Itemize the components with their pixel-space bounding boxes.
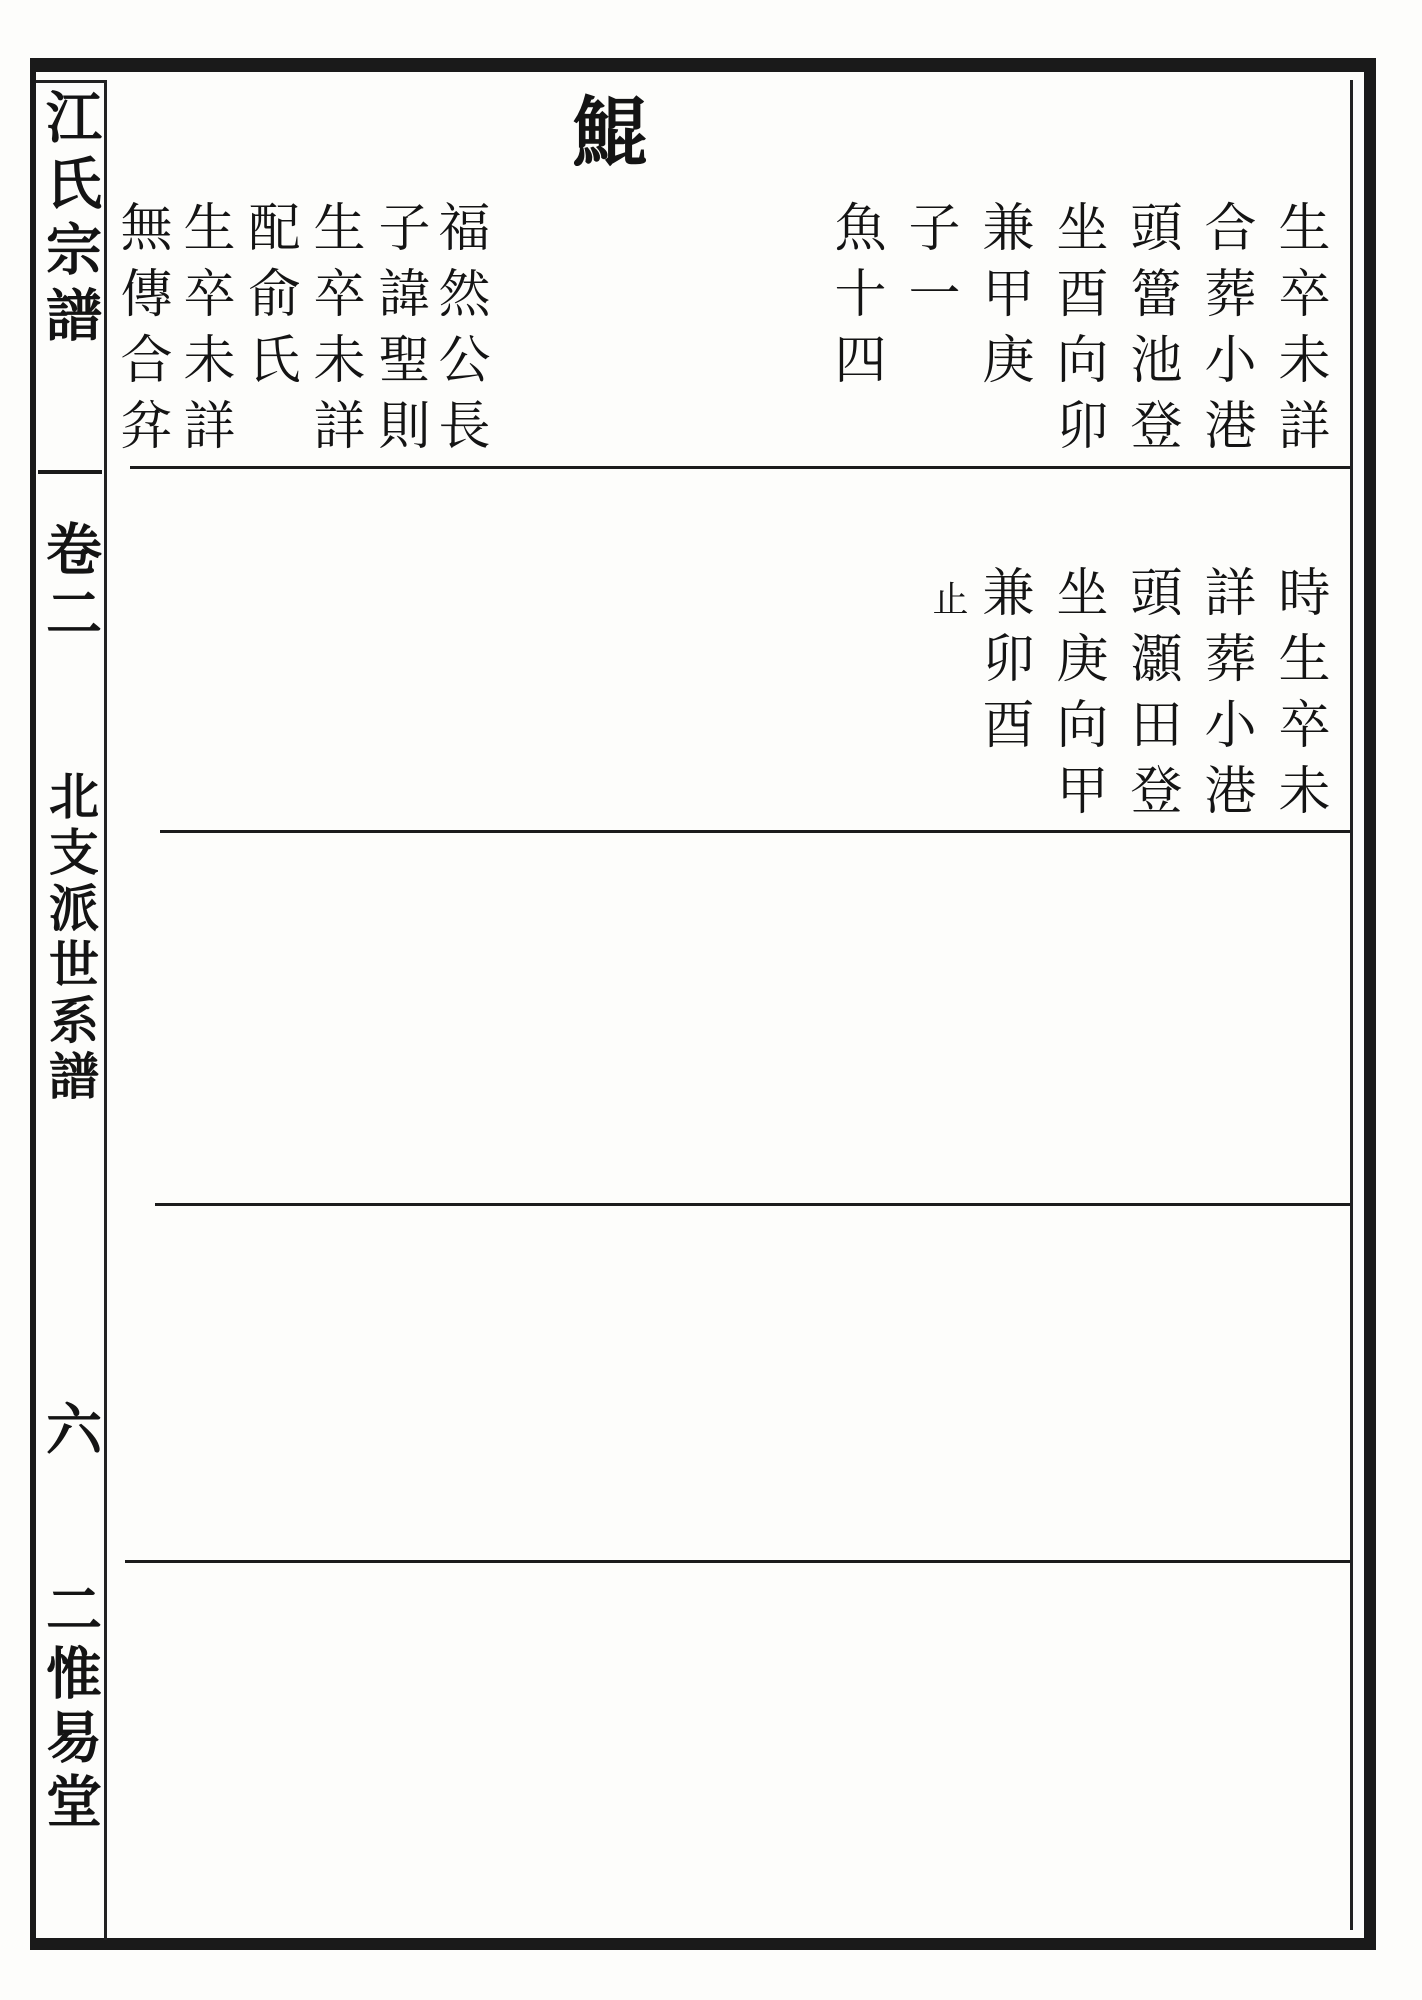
row1-column: 配俞氏 <box>239 200 299 398</box>
row-divider-3 <box>155 1203 1350 1206</box>
frame-bottom-border <box>34 1938 1376 1950</box>
gutter-hall-name: 二惟易堂 <box>37 1580 103 1836</box>
row2-column: 時生卒未 <box>1269 565 1329 829</box>
row-divider-1 <box>130 466 1350 469</box>
row1-column: 兼甲庚 <box>973 200 1033 398</box>
row2-column: 兼卯酉 <box>973 565 1033 763</box>
frame-left-border <box>30 58 36 1950</box>
gutter-fishtail-mark <box>38 470 102 474</box>
row1-column: 子諱聖則 <box>369 200 429 464</box>
gutter-page-number: 六 <box>37 1400 103 1456</box>
gutter-branch-title: 北支派世系譜 <box>41 770 100 1106</box>
row2-end-mark: 止 <box>927 580 968 630</box>
frame-right-border <box>1364 70 1376 1950</box>
frame-top-border <box>34 58 1376 72</box>
row1-column: 子一 <box>899 200 959 332</box>
row2-column: 詳葬小港 <box>1195 565 1255 829</box>
row1-column: 生卒未詳 <box>1269 200 1329 464</box>
inner-right-border <box>1350 80 1353 1930</box>
row1-column: 福然公長 <box>429 200 489 464</box>
gutter-book-title: 江氏宗譜 <box>37 88 103 352</box>
row1-column: 無傳合弅 <box>111 200 171 464</box>
row-divider-4 <box>125 1560 1350 1563</box>
row1-column: 坐酉向卯 <box>1047 200 1107 464</box>
row2-column: 坐庚向甲 <box>1047 565 1107 829</box>
row2-column: 頭灝田登 <box>1121 565 1181 829</box>
row1-column: 合葬小港 <box>1195 200 1255 464</box>
row1-column: 生卒未詳 <box>304 200 364 464</box>
row1-column: 生卒未詳 <box>174 200 234 464</box>
row1-column: 魚十四 <box>825 200 885 398</box>
gutter-volume: 卷二 <box>37 520 103 648</box>
gutter-divider <box>104 80 107 1940</box>
page-title: 鯤 <box>572 88 648 177</box>
row1-column: 頭簹池登 <box>1121 200 1181 464</box>
gutter-top-rule <box>36 80 106 83</box>
row-divider-2 <box>160 830 1350 833</box>
